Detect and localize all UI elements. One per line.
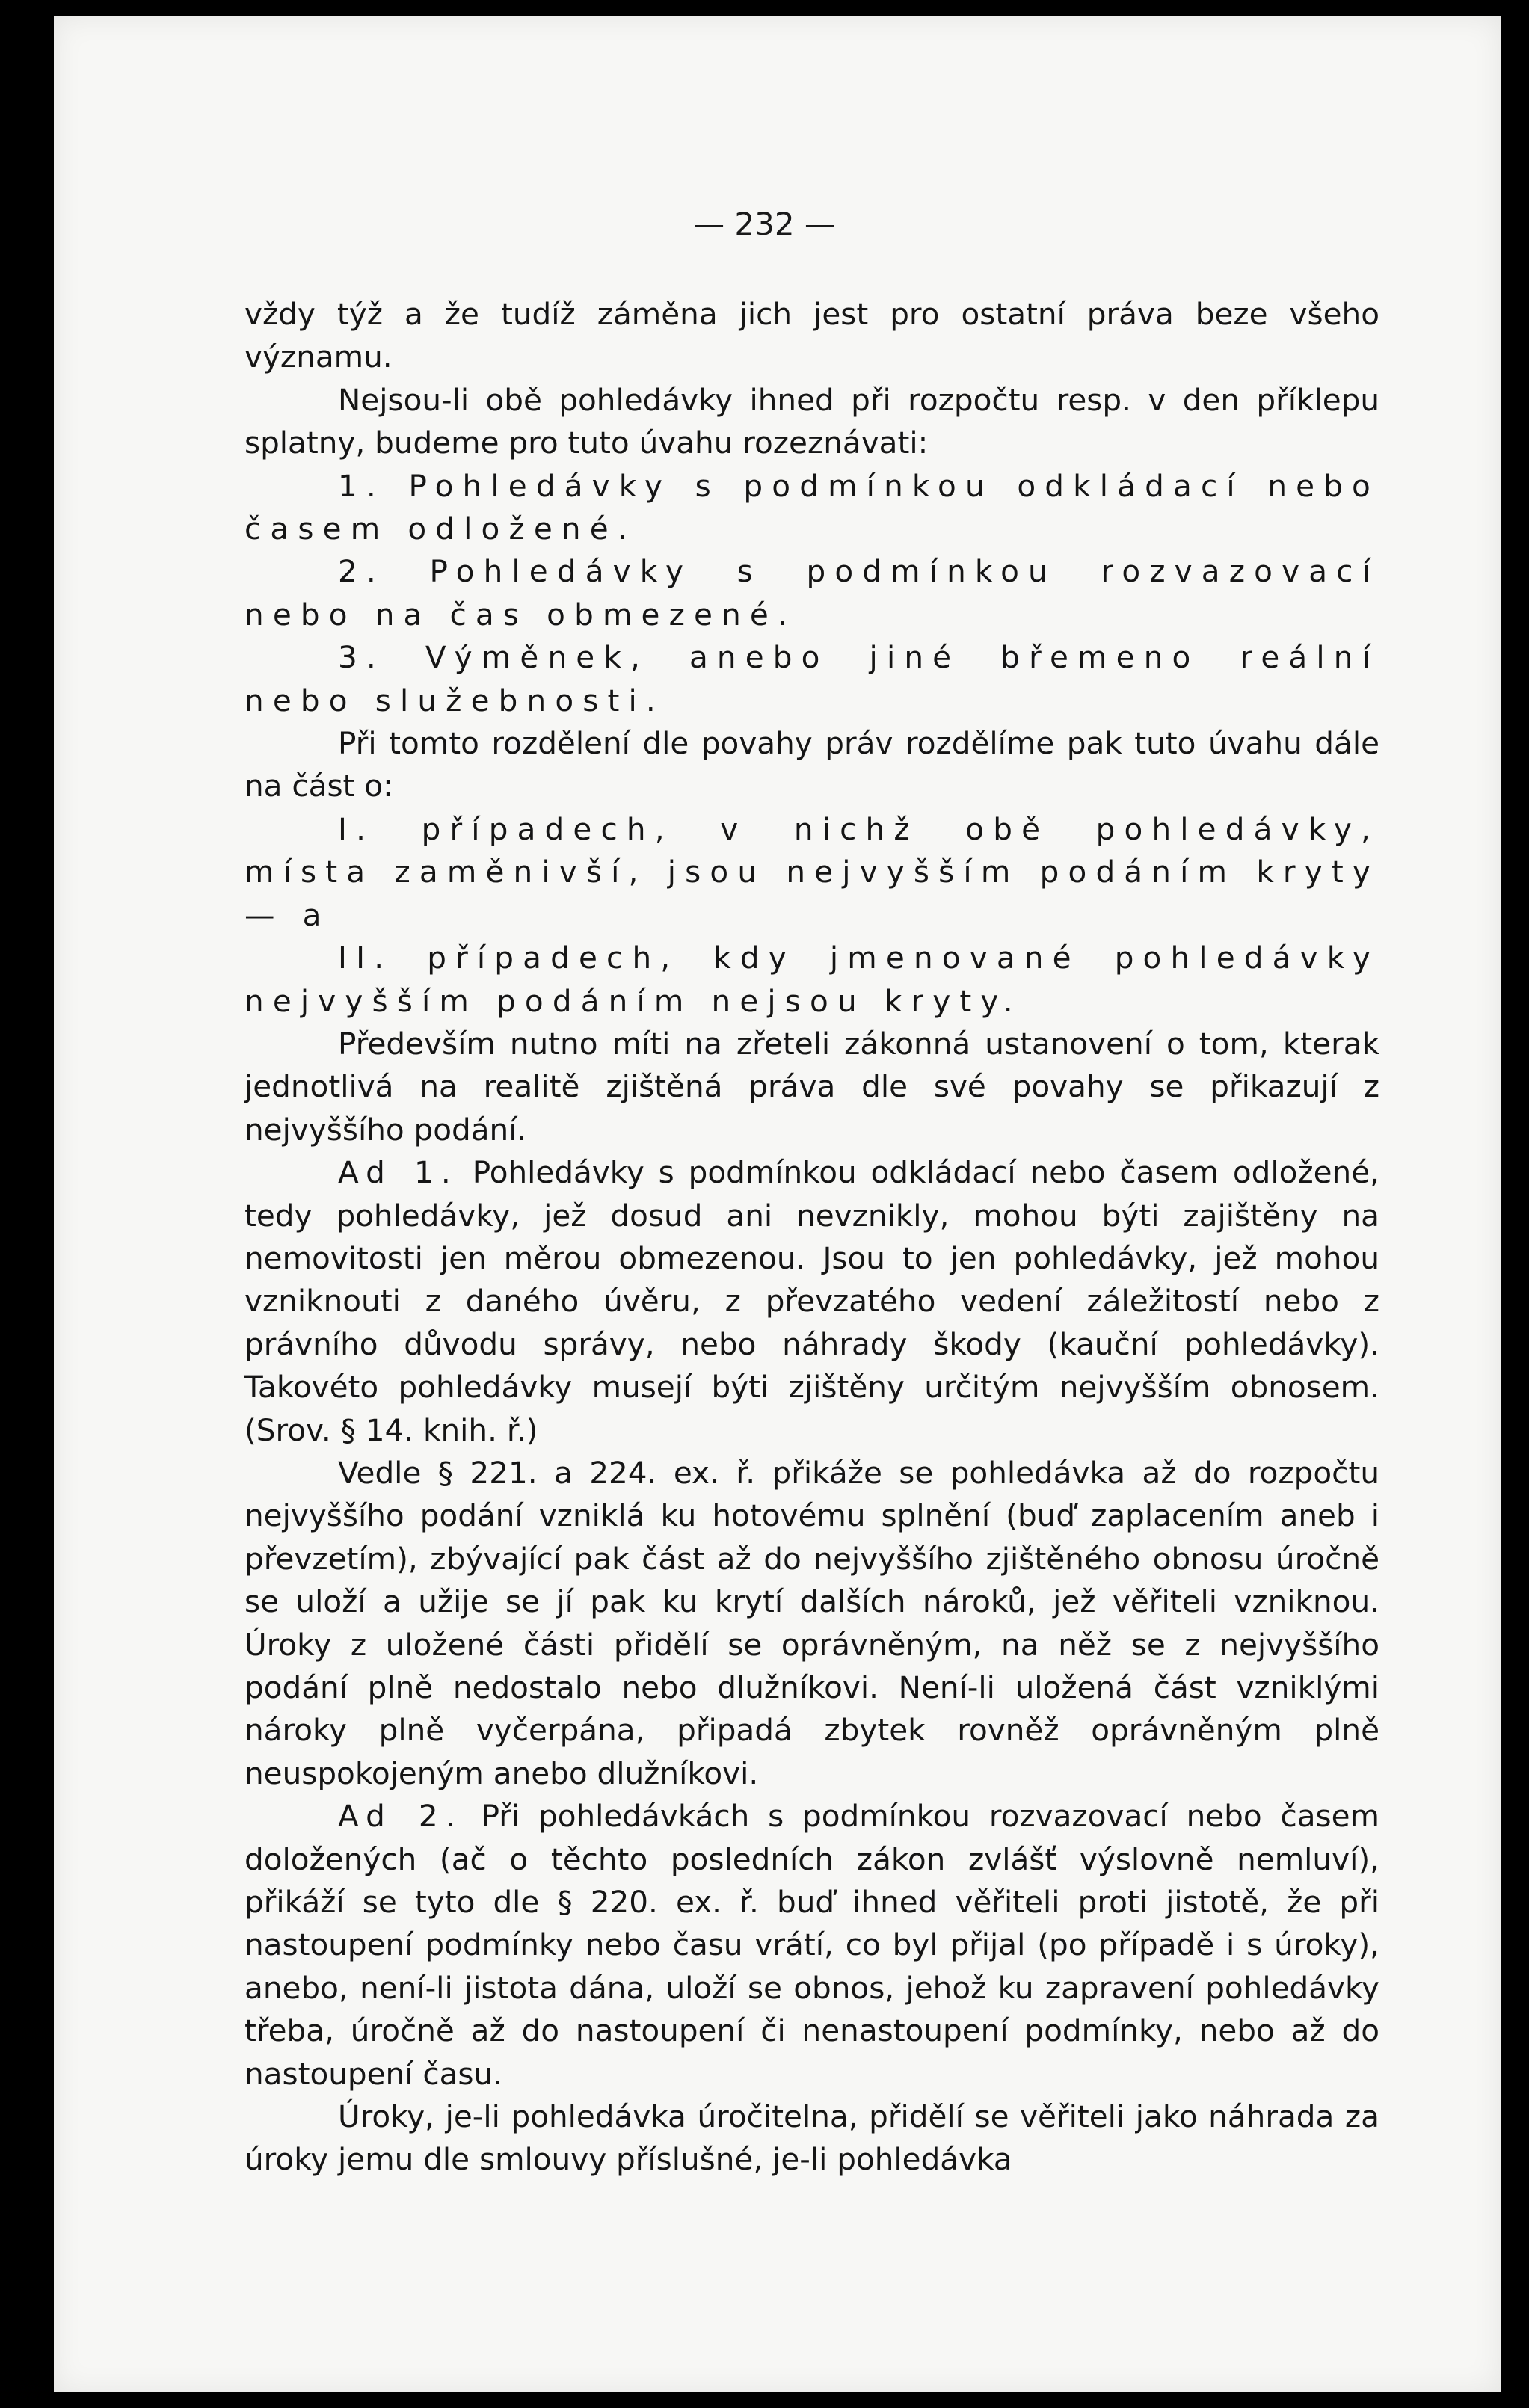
paragraph-division: Při tomto rozdělení dle povahy práv rozdělíme pak tuto úvahu dále na část o: [244,725,1379,804]
section-text: Pohledávky s podmínkou odkládací nebo časem odložené, tedy pohledávky, jež dosud ani nevznikly, mohou býti zajištěny na nemovitosti jen měrou obmezenou. Jsou to jen pohledávky, jež mohou vzniknouti z daného úvěru, z převzatého vedení záležitostí nebo z právního důvodu správy, nebo náhrady škody (kauční pohledávky). Takovéto pohledávky musejí býti zjištěny určitým nejvyšším obnosem. (Srov. § 14. knih. ř.) [244,1154,1379,1448]
paragraph-distinction: Nejsou-li obě pohledávky ihned při rozpočtu resp. v den příklepu splatny, budeme pro tuto úvahu rozeznávati: [244,381,1379,461]
section-text: Vedle § 221. a 224. ex. ř. přikáže se pohledávka až do rozpočtu nejvyššího podání vzniklá ku hotovému splnění (buď zaplacením aneb i převzetím), zbývající pak část až do nejvyššího zjištěného obnosu úročně se uloží a užije se jí pak ku krytí dalších nároků, jež věřiteli vzniknou. Úroky z uložené části přidělí se oprávněným, na něž se z nejvyššího podání plně nedostalo nebo dlužníkovi. Není-li uložená část vzniklými nároky plně vyčerpána, připadá zbytek rovněž oprávněným plně neuspokojeným anebo dlužníkovi. [244,1454,1379,1791]
paragraph-intro-continuation: vždy týž a že tudíž záměna jich jest pro ostatní práva beze všeho významu. [244,296,1379,375]
list-item-1: 1. Pohledávky s podmínkou odkládací nebo časem odložené. [244,467,1379,547]
list-item-3: 3. Výměnek, anebo jiné břemeno reální nebo služebnosti. [244,639,1379,718]
paragraph-principles: Především nutno míti na zřeteli zákonná ustanovení o tom, kterak jednotlivá na realitě zjištěná práva dle své povahy se přikazují z nejvyššího podání. [244,1025,1379,1148]
section-label: Ad 2. [338,1798,463,1835]
section-ad-1 [244,1151,1379,1452]
section-text: Úroky, je-li pohledávka úročitelna, přidělí se věřiteli jako náhrada za úroky jemu dle smlouvy příslušné, je-li pohledávka [244,2098,1379,2178]
case-item-1: I. případech, v nichž obě pohledávky, místa zaměnivší, jsou nejvyšším podáním kryty — a [244,810,1379,933]
section-ad-1-continued [244,1452,1379,1795]
section-label: Ad 1. [338,1154,458,1191]
list-item-2: 2. Pohledávky s podmínkou rozvazovací nebo na čas obmezené. [244,553,1379,632]
section-ad-2 [244,1795,1379,2096]
case-item-2: II. případech, kdy jmenované pohledávky nejvyšším podáním nejsou kryty. [244,940,1379,1019]
section-text: Při pohledávkách s podmínkou rozvazovací nebo časem doložených (ač o těchto posledních zákon zvlášť výslovně nemluví), přikáží se tyto dle § 220. ex. ř. buď ihned věřiteli proti jistotě, že při nastoupení podmínky nebo času vrátí, co byl přijal (po případě i s úroky), anebo, není-li jistota dána, uloží se obnos, jehož ku zapravení pohledávky třeba, úročně až do nastoupení či nenastoupení podmínky, nebo až do nastoupení času. [244,1798,1380,2092]
page-number: — 232 — [693,206,836,242]
section-interest [244,2096,1379,2181]
body-text [244,293,1379,2181]
